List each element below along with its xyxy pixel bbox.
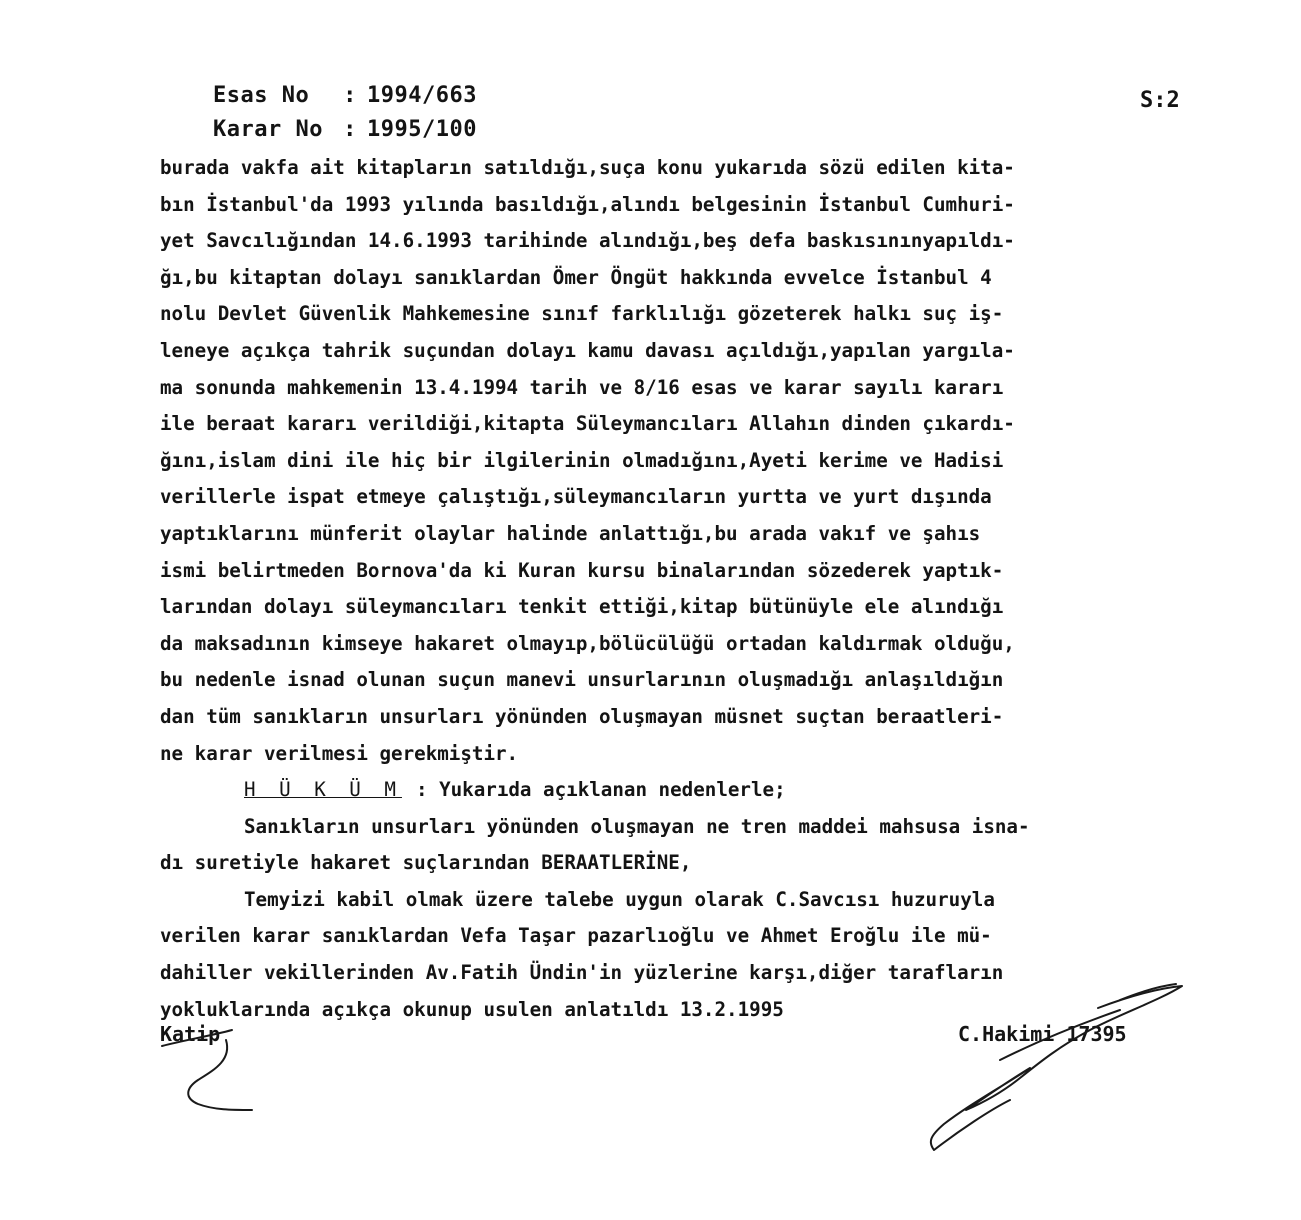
body-line: bın İstanbul'da 1993 yılında basıldığı,alındı belgesinin İstanbul Cumhuri- [160, 192, 1015, 216]
judge-signature-label: C.Hakimi 17395 [958, 1022, 1127, 1046]
body-line: dan tüm sanıkların unsurları yönünden oluşmayan müsnet suçtan beraatleri- [160, 704, 1004, 728]
karar-no-separator: : [343, 117, 357, 142]
judge-signature-stroke [931, 986, 1182, 1150]
body-line: ne karar verilmesi gerekmiştir. [160, 741, 519, 765]
body-line: bu nedenle isnad olunan suçun manevi unsurlarının oluşmadığı anlaşıldığın [160, 668, 1004, 692]
page-number: S:2 [1140, 88, 1180, 113]
body-line: yaptıklarını münferit olaylar halinde anlattığı,bu arada vakıf ve şahıs [160, 521, 981, 545]
body-line: burada vakfa ait kitapların satıldığı,suça konu yukarıda sözü edilen kita- [160, 156, 1015, 179]
closing-line: dahiller vekillerinden Av.Fatih Ündin'in yüzlerine karşı,diğer tarafların [160, 961, 1004, 985]
body-line: ğını,islam dini ile hiç bir ilgilerinin olmadığını,Ayeti kerime ve Hadisi [160, 448, 1004, 472]
verdict-intro: : Yukarıda açıklanan nedenlerle; [415, 778, 786, 802]
body-line: ğı,bu kitaptan dolayı sanıklardan Ömer Öngüt hakkında evvelce İstanbul 4 [160, 265, 992, 289]
closing-line: Temyizi kabil olmak üzere talebe uygun olarak C.Savcısı huzuruyla [244, 887, 995, 911]
body-line: da maksadının kimseye hakaret olmayıp,bölücülüğü ortadan kaldırmak olduğu, [160, 631, 1015, 655]
closing-line: verilen karar sanıklardan Vefa Taşar pazarlıoğlu ve Ahmet Eroğlu ile mü- [160, 924, 992, 948]
karar-no-value: 1995/100 [366, 117, 477, 142]
verdict-line: dı suretiyle hakaret suçlarından BERAATLERİNE, [160, 851, 692, 875]
closing-line: yokluklarında açıkça okunup usulen anlatıldı 13.2.1995 [160, 997, 784, 1021]
body-line: larından dolayı süleymancıları tenkit ettiği,kitap bütünüyle ele alındığı [160, 595, 1004, 619]
body-line: ile beraat kararı verildiği,kitapta Süleymancıları Allahın dinden çıkardı- [160, 412, 1015, 436]
clerk-signature-stroke [162, 1030, 252, 1110]
karar-no-label: Karar No [212, 117, 323, 142]
esas-no-label: Esas No [212, 83, 310, 108]
esas-no-value: 1994/663 [366, 83, 477, 108]
clerk-signature-label: Katip [160, 1022, 221, 1046]
body-line: verillerle ispat etmeye çalıştığı,süleymancıların yurtta ve yurt dışında [160, 485, 992, 509]
body-line: leneye açıkça tahrik suçundan dolayı kamu davası açıldığı,yapılan yargıla- [160, 338, 1015, 362]
esas-no-separator: : [343, 83, 357, 108]
body-line: ma sonunda mahkemenin 13.4.1994 tarih ve 8/16 esas ve karar sayılı kararı [160, 375, 1004, 399]
body-line: nolu Devlet Güvenlik Mahkemesine sınıf farklılığı gözeterek halkı suç iş- [160, 302, 1004, 326]
verdict-label: H Ü K Ü M [244, 778, 402, 802]
judge-signature-flourish [1000, 984, 1176, 1060]
verdict-line: Sanıkların unsurları yönünden oluşmayan ne tren maddei mahsusa isna- [244, 814, 1030, 838]
body-line: yet Savcılığından 14.6.1993 tarihinde alındığı,beş defa baskısınınyapıldı- [160, 229, 1015, 253]
body-line: ismi belirtmeden Bornova'da ki Kuran kursu binalarından sözederek yaptık- [160, 558, 1004, 582]
